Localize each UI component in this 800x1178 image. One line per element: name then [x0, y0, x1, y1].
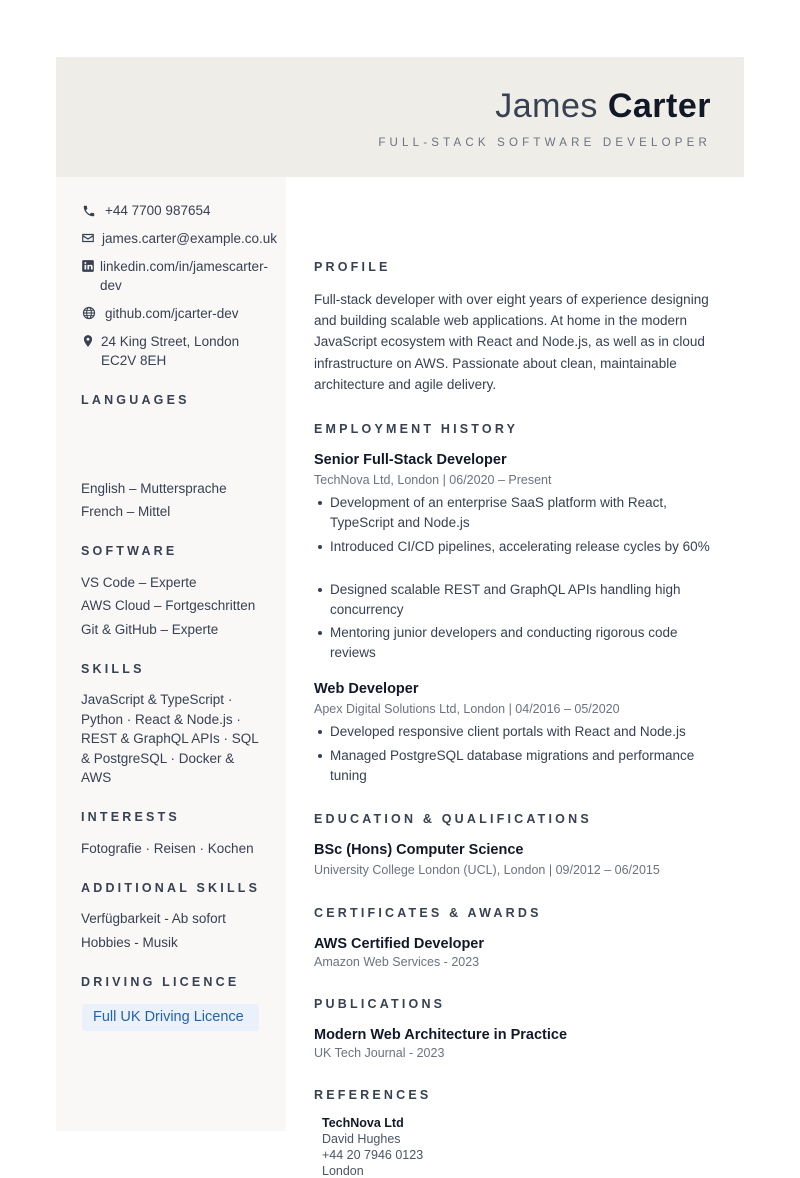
employment-heading: EMPLOYMENT HISTORY: [314, 422, 519, 436]
references-heading: REFERENCES: [314, 1088, 432, 1102]
email-icon: [81, 231, 95, 245]
software-item-git: Git & GitHub – Experte: [81, 622, 219, 637]
language-item-english: English – Muttersprache: [81, 481, 227, 496]
interests-heading: INTERESTS: [81, 810, 180, 824]
publication-name: Modern Web Architecture in Practice: [314, 1027, 568, 1043]
languages-heading: LANGUAGES: [81, 393, 190, 407]
additional-skill-availability: Verfügbarkeit - Ab sofort: [81, 911, 226, 926]
linkedin-link[interactable]: [100, 257, 268, 295]
profile-summary: Full-stack developer with over eight years of experience designing and building scalable web applications. At home in the modern JavaScript ecosystem with React and Node.js, as well as in cloud infrastructure on AWS. Passionate about clean, maintainable architecture and agile delivery.: [314, 292, 709, 392]
certificate-name: AWS Certified Developer: [314, 936, 485, 952]
linkedin-line-2: dev: [100, 278, 122, 293]
skills-heading: SKILLS: [81, 662, 145, 676]
phone-text[interactable]: +44 7700 987654: [105, 203, 211, 218]
software-item-aws: AWS Cloud – Fortgeschritten: [81, 598, 256, 613]
address-text: [101, 332, 239, 370]
email-text[interactable]: james.carter@example.co.uk: [102, 231, 278, 246]
certificates-heading: CERTIFICATES & AWARDS: [314, 906, 542, 920]
resume-page: [56, 57, 744, 1178]
job-bullet: Mentoring junior developers and conducting rigorous code reviews: [330, 623, 715, 663]
software-heading: SOFTWARE: [81, 544, 178, 558]
driving-licence-heading: DRIVING LICENCE: [81, 975, 240, 989]
first-name: James: [495, 87, 598, 125]
location-pin-icon: [81, 334, 95, 348]
education-heading: EDUCATION & QUALIFICATIONS: [314, 812, 592, 826]
resume-header: [56, 57, 744, 177]
skills-list: JavaScript & TypeScript · Python · React & Node.js · REST & GraphQL APIs · SQL & PostgreSQL · Docker & AWS: [81, 692, 259, 786]
job-meta-senior: TechNova Ltd, London | 06/2020 – Present: [314, 473, 552, 487]
globe-icon: [82, 306, 96, 320]
phone-icon: [82, 204, 96, 218]
job-bullet: Development of an enterprise SaaS platform with React, TypeScript and Node.js: [330, 493, 715, 533]
certificate-meta: Amazon Web Services - 2023: [314, 955, 480, 969]
reference-company: TechNova Ltd: [322, 1116, 404, 1130]
education-meta: University College London (UCL), London | 09/2012 – 06/2015: [314, 863, 660, 877]
job-title-senior: Senior Full-Stack Developer: [314, 452, 507, 468]
software-item-vscode: VS Code – Experte: [81, 575, 197, 590]
linkedin-line-1: linkedin.com/in/jamescarter-: [100, 259, 269, 274]
candidate-name: [495, 87, 711, 126]
candidate-title: FULL-STACK SOFTWARE DEVELOPER: [378, 137, 711, 149]
additional-skills-heading: ADDITIONAL SKILLS: [81, 881, 261, 895]
education-degree: BSc (Hons) Computer Science: [314, 842, 524, 858]
main-content: [286, 177, 744, 1178]
sidebar: [56, 177, 286, 1131]
job-bullet: Introduced CI/CD pipelines, accelerating release cycles by 60%: [330, 537, 715, 557]
address-line-2: EC2V 8EH: [101, 353, 167, 368]
driving-licence-badge: [82, 1004, 259, 1031]
reference-phone: +44 20 7946 0123: [322, 1148, 424, 1162]
job-bullet: Developed responsive client portals with React and Node.js: [330, 722, 715, 742]
profile-heading: PROFILE: [314, 260, 391, 274]
additional-skill-hobbies: Hobbies - Musik: [81, 935, 178, 950]
github-link[interactable]: github.com/jcarter-dev: [105, 306, 239, 321]
reference-city: London: [322, 1164, 364, 1178]
job-bullet: Managed PostgreSQL database migrations and performance tuning: [330, 746, 715, 786]
driving-licence-badge-label: Full UK Driving Licence: [93, 1009, 244, 1025]
linkedin-icon: [81, 259, 95, 273]
last-name: Carter: [607, 87, 711, 125]
reference-person: David Hughes: [322, 1132, 401, 1146]
interests-list: Fotografie · Reisen · Kochen: [81, 841, 254, 856]
address-line-1: 24 King Street, London: [101, 334, 240, 349]
job-meta-web-developer: Apex Digital Solutions Ltd, London | 04/2016 – 05/2020: [314, 702, 620, 716]
language-item-french: French – Mittel: [81, 504, 171, 519]
job-bullet: Designed scalable REST and GraphQL APIs handling high concurrency: [330, 580, 715, 620]
job-title-web-developer: Web Developer: [314, 681, 419, 697]
publication-meta: UK Tech Journal - 2023: [314, 1046, 445, 1060]
publications-heading: PUBLICATIONS: [314, 997, 446, 1011]
